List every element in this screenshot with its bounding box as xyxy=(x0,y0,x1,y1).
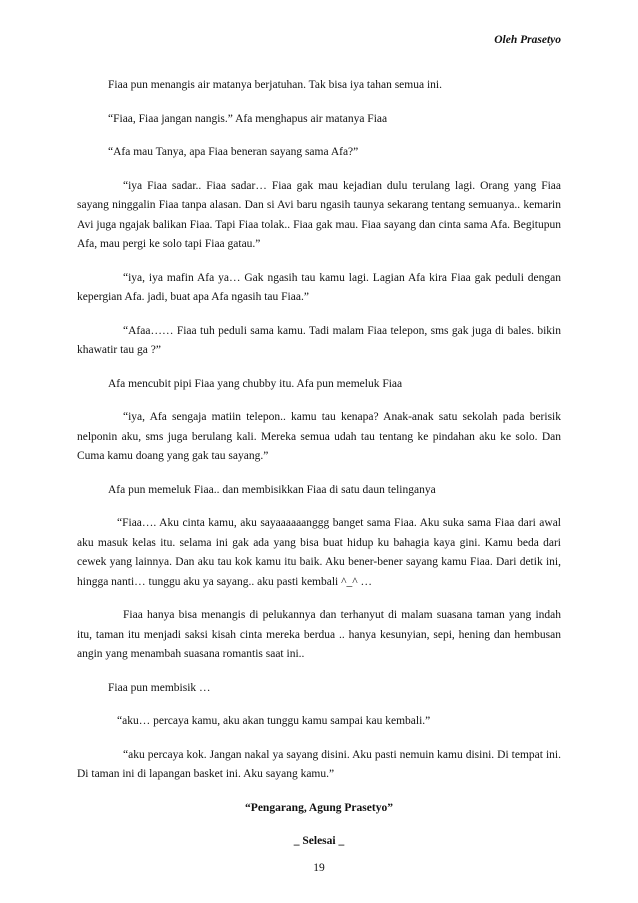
paragraph: Fiaa pun menangis air matanya berjatuhan. Tak bisa iya tahan semua ini. xyxy=(108,79,442,91)
paragraph: “Fiaa…. Aku cinta kamu, aku sayaaaaaanggg banget sama Fiaa. Aku suka sama Fiaa dari awal aku masuk kelas itu. selama ini gak ada yang bisa buat hidup ku bahagia kaya gini. Kamu beda dari cewek yang lainnya. Dan aku tau kok kamu itu baik. Aku bener-bener sayang kamu Fiaa. Dari detik ini, hingga nanti… tunggu aku ya sayang.. aku pasti kembali ^_^ … xyxy=(77,517,561,588)
paragraph: “iya, iya mafin Afa ya… Gak ngasih tau kamu lagi. Lagian Afa kira Fiaa gak peduli dengan kepergian Afa. jadi, buat apa Afa ngasih tau Fiaa.” xyxy=(77,271,561,303)
paragraph: “aku percaya kok. Jangan nakal ya sayang disini. Aku pasti nemuin kamu disini. Di tempat ini. Di taman ini di lapangan basket ini. Aku sayang kamu.” xyxy=(77,748,561,780)
paragraph: Fiaa pun membisik … xyxy=(108,681,211,694)
paragraph: “Afa mau Tanya, apa Fiaa beneran sayang sama Afa?” xyxy=(108,146,359,158)
paragraph: “Fiaa, Fiaa jangan nangis.” Afa menghapus air matanya Fiaa xyxy=(108,112,388,125)
paragraph: Fiaa hanya bisa menangis di pelukannya dan terhanyut di malam suasana taman yang indah itu, taman itu menjadi saksi kisah cinta mereka berdua .. hanya kesunyian, sepi, hening dan hembusan angin yang menambah suasana romantis saat ini.. xyxy=(77,609,561,660)
paragraph: “iya Fiaa sadar.. Fiaa sadar… Fiaa gak mau kejadian dulu terulang lagi. Orang yang Fiaa sayang ninggalin Fiaa tanpa alasan. Dan si Avi baru ngasih taunya sekarang tentang semuanya.. kemarin Avi juga ngajak balikan Fiaa. Tapi Fiaa tolak.. Fiaa gak mau. Fiaa sayang dan cinta sama Afa. Begitupun Afa, mau pergi ke solo tapi Fiaa gatau.” xyxy=(77,179,561,250)
paragraph: “Afaa…… Fiaa tuh peduli sama kamu. Tadi malam Fiaa telepon, sms gak juga di bales. bikin khawatir tau ga ?” xyxy=(77,324,561,356)
page-number: 19 xyxy=(313,862,325,874)
running-header: Oleh Prasetyo xyxy=(494,34,561,46)
author-signature: “Pengarang, Agung Prasetyo” xyxy=(245,801,393,814)
paragraph: Afa mencubit pipi Fiaa yang chubby itu. Afa pun memeluk Fiaa xyxy=(108,377,403,390)
end-mark: _ Selesai _ xyxy=(293,835,345,847)
paragraph: “iya, Afa sengaja matiin telepon.. kamu tau kenapa? Anak-anak satu sekolah pada berisik nelponin aku, sms juga berulang kali. Mereka semua udah tau tentang ke pindahan aku ke solo. Dan Cuma kamu doang yang gak tau sayang.” xyxy=(77,411,561,462)
paragraph: “aku… percaya kamu, aku akan tunggu kamu sampai kau kembali.” xyxy=(117,715,431,727)
page-body xyxy=(77,76,561,866)
paragraph: Afa pun memeluk Fiaa.. dan membisikkan Fiaa di satu daun telinganya xyxy=(108,483,436,496)
